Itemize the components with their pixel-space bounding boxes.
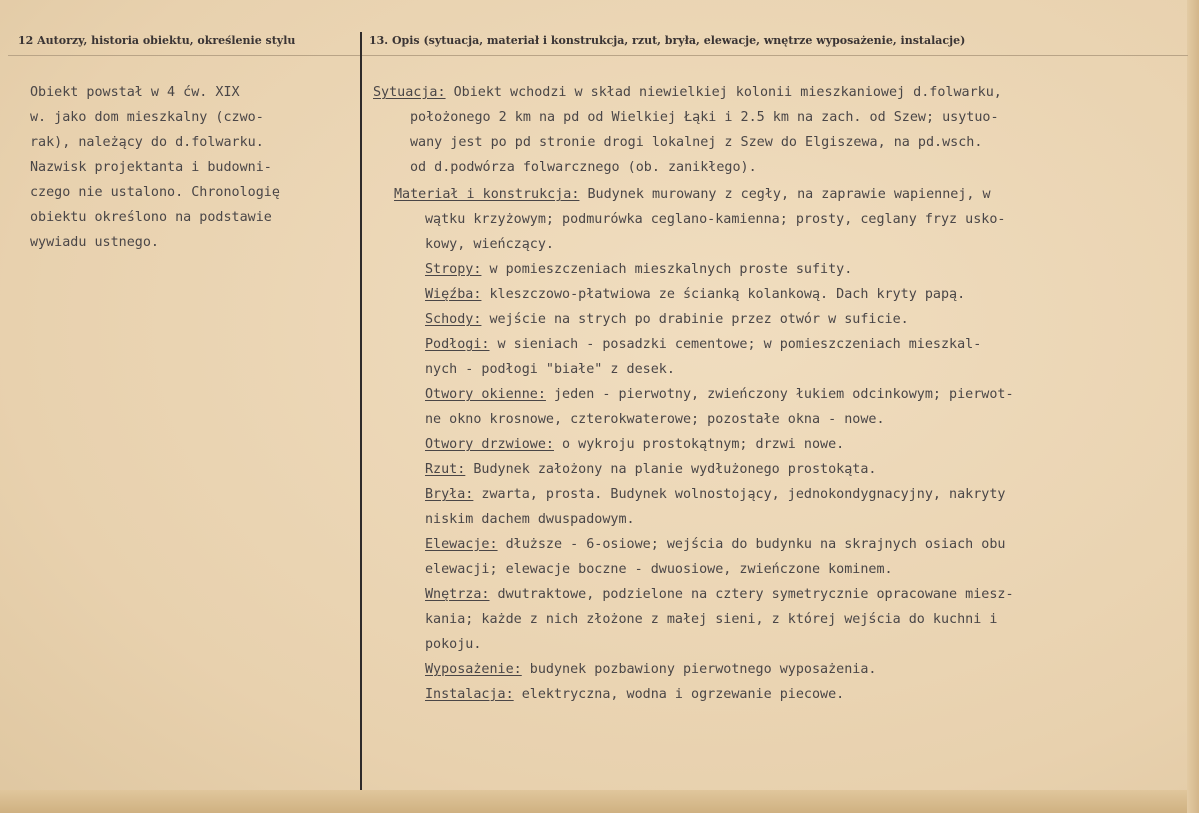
field-text: Budynek murowany z cegły, na zaprawie wapiennej, w: [579, 187, 991, 202]
field-label: Więźba:: [425, 287, 482, 302]
left-line: w. jako dom mieszkalny (czwo-: [30, 110, 264, 125]
description-line: [425, 557, 893, 582]
description-line: [425, 232, 554, 257]
field-label: Otwory drzwiowe:: [425, 437, 554, 452]
description-line: [425, 282, 965, 307]
left-line: Nazwisk projektanta i budowni-: [30, 160, 272, 175]
field-label: Bryła:: [425, 487, 474, 502]
section-13-heading: 13. Opis (sytuacja, materiał i konstrukcja, rzut, bryła, elewacje, wnętrze wyposażenie, instalacje): [369, 34, 966, 47]
field-text: Obiekt wchodzi w skład niewielkiej kolonii mieszkaniowej d.folwarku,: [445, 85, 1002, 100]
column-divider: [360, 32, 362, 790]
field-text: od d.podwórza folwarcznego (ob. zanikłego).: [410, 160, 757, 175]
description-line: [425, 457, 876, 482]
description-line: [425, 257, 852, 282]
left-line: wywiadu ustnego.: [30, 235, 159, 250]
description-line: [425, 657, 876, 682]
field-label: Podłogi:: [425, 337, 490, 352]
left-line: rak), należący do d.folwarku.: [30, 135, 264, 150]
field-text: elewacji; elewacje boczne - dwuosiowe, zwieńczone kominem.: [425, 562, 893, 577]
left-line: obiektu określono na podstawie: [30, 210, 272, 225]
field-label: Sytuacja:: [373, 85, 446, 100]
field-label: Schody:: [425, 312, 482, 327]
description-line: [425, 507, 635, 532]
card-right-edge: [1187, 0, 1199, 813]
field-text: w sieniach - posadzki cementowe; w pomieszczeniach mieszkal-: [489, 337, 982, 352]
field-text: wejście na strych po drabinie przez otwór w suficie.: [481, 312, 909, 327]
field-text: Budynek założony na planie wydłużonego prostokąta.: [465, 462, 877, 477]
field-text: dwutraktowe, podzielone na cztery symetrycznie opracowane miesz-: [489, 587, 1014, 602]
description-line: [410, 105, 999, 130]
description-line: [410, 130, 982, 155]
field-text: elektryczna, wodna i ogrzewanie piecowe.: [513, 687, 845, 702]
description-line: [425, 207, 1005, 232]
description-line: [410, 155, 757, 180]
description-line: [425, 357, 675, 382]
field-text: ne okno krosnowe, czterokwaterowe; pozostałe okna - nowe.: [425, 412, 885, 427]
field-text: zwarta, prosta. Budynek wolnostojący, jednokondygnacyjny, nakryty: [473, 487, 1006, 502]
description-line: [425, 332, 981, 357]
description-line: [425, 607, 997, 632]
description-line: [425, 432, 844, 457]
field-text: nych - podłogi "białe" z desek.: [425, 362, 675, 377]
field-text: kleszczowo-płatwiowa ze ścianką kolankową. Dach kryty papą.: [481, 287, 966, 302]
card-bottom-edge: [0, 790, 1199, 813]
left-line: Obiekt powstał w 4 ćw. XIX: [30, 85, 240, 100]
field-label: Wnętrza:: [425, 587, 490, 602]
field-text: kania; każde z nich złożone z małej sieni, z której wejścia do kuchni i: [425, 612, 998, 627]
description-line: [373, 80, 1002, 105]
section-12-heading: 12 Autorzy, historia obiektu, określenie stylu: [18, 34, 296, 47]
field-label: Wyposażenie:: [425, 662, 522, 677]
description-line: [425, 632, 481, 657]
field-text: wątku krzyżowym; podmurówka ceglano-kamienna; prosty, ceglany fryz usko-: [425, 212, 1006, 227]
field-text: pokoju.: [425, 637, 482, 652]
field-text: o wykroju prostokątnym; drzwi nowe.: [554, 437, 845, 452]
description-line: [425, 582, 1014, 607]
description-line: [394, 182, 991, 207]
field-text: kowy, wieńczący.: [425, 237, 554, 252]
header-divider: [8, 55, 1188, 56]
description-line: [425, 482, 1005, 507]
field-label: Elewacje:: [425, 537, 498, 552]
field-label: Instalacja:: [425, 687, 514, 702]
field-text: jeden - pierwotny, zwieńczony łukiem odcinkowym; pierwot-: [545, 387, 1014, 402]
field-label: Otwory okienne:: [425, 387, 546, 402]
description-line: [425, 407, 885, 432]
description-line: [425, 532, 1005, 557]
field-text: niskim dachem dwuspadowym.: [425, 512, 635, 527]
field-text: wany jest po pd stronie drogi lokalnej z Szew do Elgiszewa, na pd.wsch.: [410, 135, 983, 150]
field-label: Rzut:: [425, 462, 466, 477]
field-text: budynek pozbawiony pierwotnego wyposażenia.: [521, 662, 877, 677]
left-line: czego nie ustalono. Chronologię: [30, 185, 280, 200]
field-label: Materiał i konstrukcja:: [394, 187, 580, 202]
description-line: [425, 382, 1014, 407]
field-label: Stropy:: [425, 262, 482, 277]
field-text: w pomieszczeniach mieszkalnych proste sufity.: [481, 262, 853, 277]
field-text: dłuższe - 6-osiowe; wejścia do budynku na skrajnych osiach obu: [497, 537, 1006, 552]
field-text: położonego 2 km na pd od Wielkiej Łąki i 2.5 km na zach. od Szew; usytuo-: [410, 110, 999, 125]
description-line: [425, 307, 909, 332]
description-line: [425, 682, 844, 707]
